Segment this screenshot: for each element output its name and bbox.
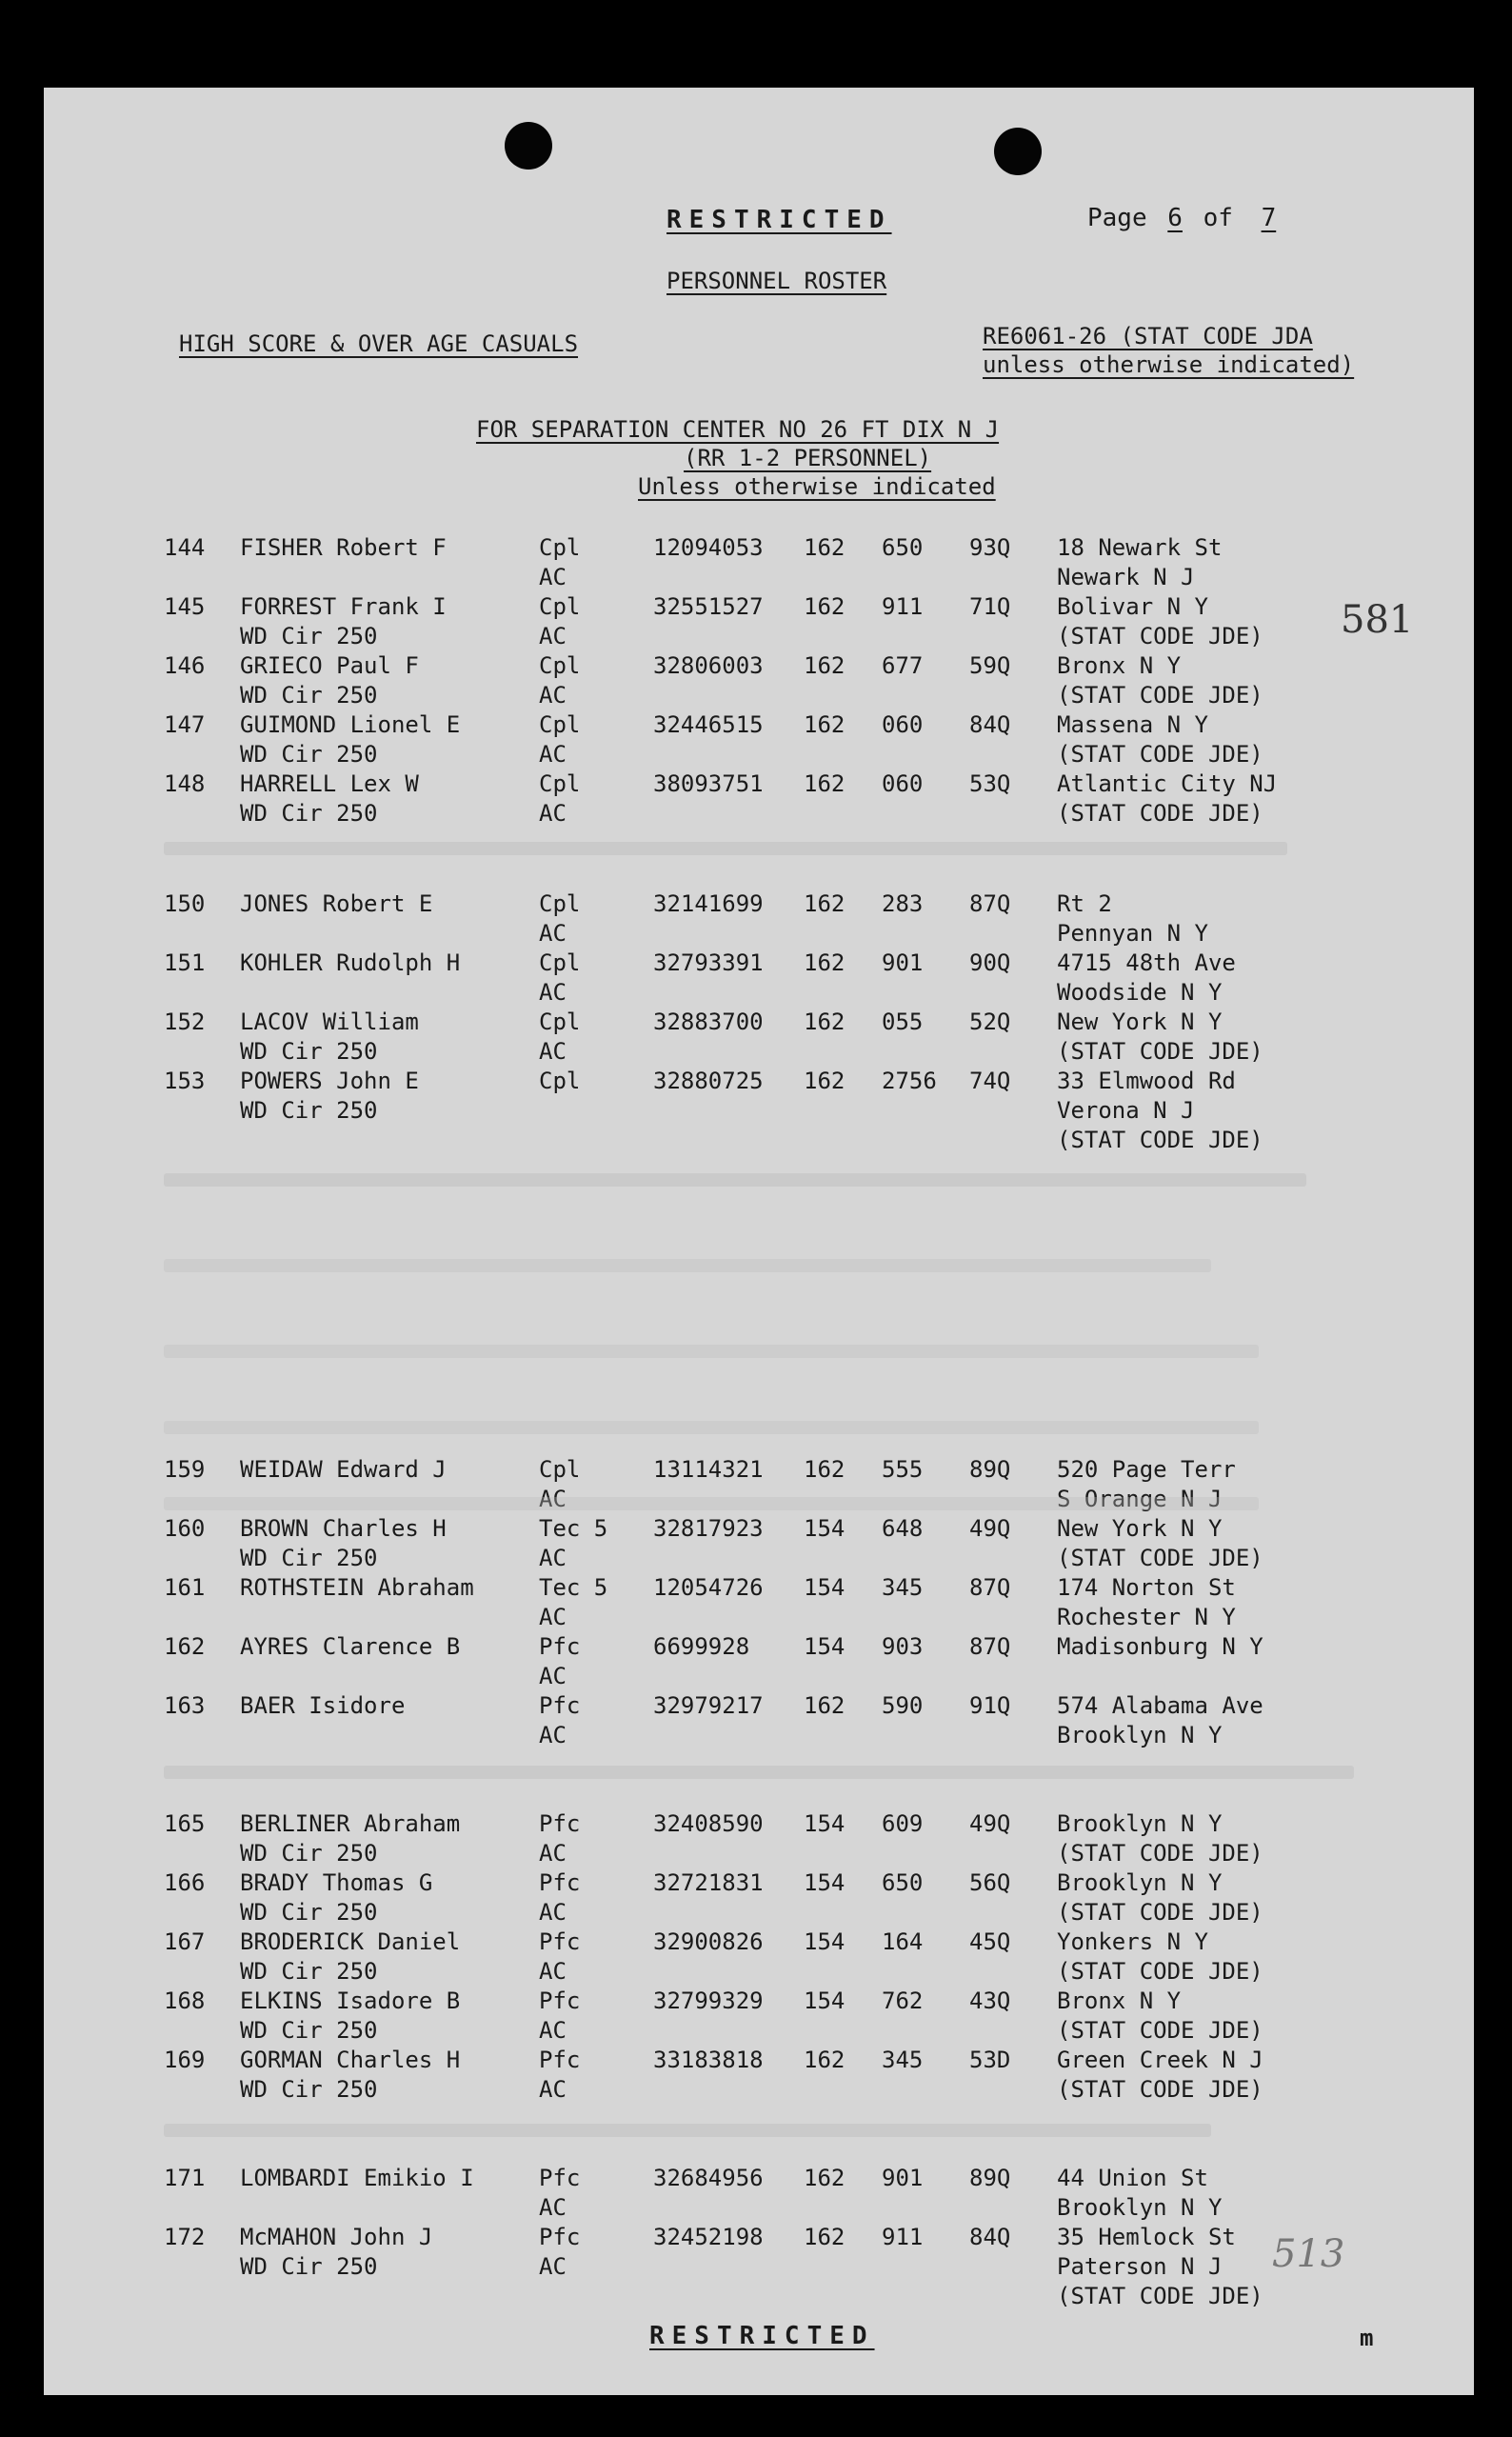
score: 53D — [969, 2047, 1011, 2073]
punch-hole-right — [994, 128, 1042, 175]
serial-number: 32979217 — [653, 1692, 764, 1719]
table-row — [44, 533, 1474, 592]
serial-number: 32551527 — [653, 593, 764, 620]
table-row — [44, 1067, 1474, 1153]
serial-number: 32408590 — [653, 1810, 764, 1837]
illegible-row — [164, 1345, 1259, 1358]
table-row — [44, 2046, 1474, 2105]
table-row — [44, 2164, 1474, 2223]
component: AC — [539, 623, 567, 649]
table-row — [44, 889, 1474, 949]
code-b: 345 — [882, 2047, 924, 2073]
address-line-3: (STAT CODE JDE) — [1057, 1127, 1263, 1153]
score: 43Q — [969, 1988, 1011, 2014]
code-b: 609 — [882, 1810, 924, 1837]
serial-number: 32721831 — [653, 1869, 764, 1896]
rank: Pfc — [539, 1692, 581, 1719]
soldier-name: ROTHSTEIN Abraham — [240, 1574, 474, 1601]
score: 49Q — [969, 1810, 1011, 1837]
row-number: 159 — [164, 1456, 206, 1483]
code-b: 2756 — [882, 1068, 937, 1094]
address-line-1: 574 Alabama Ave — [1057, 1692, 1263, 1719]
code-a: 162 — [804, 2165, 846, 2191]
code-b: 650 — [882, 1869, 924, 1896]
authority-note: WD Cir 250 — [240, 741, 378, 768]
page-indicator — [1087, 204, 1289, 232]
score: 93Q — [969, 534, 1011, 561]
punch-hole-left — [505, 122, 552, 170]
personnel-category-line: (RR 1-2 PERSONNEL) — [684, 445, 932, 471]
component: AC — [539, 741, 567, 768]
address-line-1: New York N Y — [1057, 1009, 1223, 1035]
row-number: 148 — [164, 770, 206, 797]
serial-number: 32452198 — [653, 2224, 764, 2250]
margin-handwritten-number: 581 — [1341, 598, 1414, 642]
code-b: 164 — [882, 1928, 924, 1955]
table-row — [44, 1928, 1474, 1987]
address-line-2: (STAT CODE JDE) — [1057, 682, 1263, 709]
serial-number: 32793391 — [653, 949, 764, 976]
rank: Cpl — [539, 534, 581, 561]
authority-note: WD Cir 250 — [240, 2076, 378, 2103]
page-of: of — [1203, 204, 1233, 232]
serial-number: 32141699 — [653, 890, 764, 917]
row-number: 147 — [164, 711, 206, 738]
score: 89Q — [969, 2165, 1011, 2191]
code-b: 762 — [882, 1988, 924, 2014]
component: AC — [539, 2194, 567, 2221]
order-reference-note: unless otherwise indicated) — [983, 351, 1355, 378]
restricted-heading: RESTRICTED — [666, 206, 892, 234]
address-line-1: 44 Union St — [1057, 2165, 1208, 2191]
soldier-name: WEIDAW Edward J — [240, 1456, 447, 1483]
address-line-1: Brooklyn N Y — [1057, 1869, 1223, 1896]
serial-number: 32684956 — [653, 2165, 764, 2191]
row-number: 160 — [164, 1515, 206, 1542]
address-line-2: Paterson N J — [1057, 2253, 1223, 2280]
table-row — [44, 2223, 1474, 2309]
score: 84Q — [969, 711, 1011, 738]
authority-note: WD Cir 250 — [240, 1899, 378, 1926]
table-row — [44, 1573, 1474, 1632]
page-label: Page — [1087, 204, 1147, 232]
address-line-2: Newark N J — [1057, 564, 1195, 590]
soldier-name: BERLINER Abraham — [240, 1810, 461, 1837]
soldier-name: BROWN Charles H — [240, 1515, 447, 1542]
soldier-name: JONES Robert E — [240, 890, 433, 917]
illegible-row — [164, 842, 1287, 855]
table-row — [44, 1809, 1474, 1868]
soldier-name: LOMBARDI Emikio I — [240, 2165, 474, 2191]
score: 90Q — [969, 949, 1011, 976]
illegible-row — [164, 1497, 1259, 1510]
table-row — [44, 1514, 1474, 1573]
address-line-1: Bronx N Y — [1057, 1988, 1182, 2014]
component: AC — [539, 564, 567, 590]
address-line-2: (STAT CODE JDE) — [1057, 1545, 1263, 1571]
roster-title: PERSONNEL ROSTER — [666, 268, 887, 294]
soldier-name: FORREST Frank I — [240, 593, 447, 620]
serial-number: 32446515 — [653, 711, 764, 738]
component: AC — [539, 2017, 567, 2044]
component: AC — [539, 1486, 567, 1512]
score: 52Q — [969, 1009, 1011, 1035]
code-b: 283 — [882, 890, 924, 917]
illegible-row — [164, 1173, 1306, 1187]
code-a: 154 — [804, 1928, 846, 1955]
rank: Pfc — [539, 2047, 581, 2073]
code-a: 162 — [804, 593, 846, 620]
address-line-2: (STAT CODE JDE) — [1057, 1899, 1263, 1926]
row-number: 167 — [164, 1928, 206, 1955]
serial-number: 6699928 — [653, 1633, 750, 1660]
rank: Pfc — [539, 1988, 581, 2014]
table-row — [44, 949, 1474, 1008]
component: AC — [539, 1604, 567, 1630]
address-line-1: 174 Norton St — [1057, 1574, 1236, 1601]
code-b: 901 — [882, 949, 924, 976]
separation-center-line: FOR SEPARATION CENTER NO 26 FT DIX N J — [476, 416, 1000, 443]
serial-number: 13114321 — [653, 1456, 764, 1483]
soldier-name: McMAHON John J — [240, 2224, 433, 2250]
rank: Cpl — [539, 711, 581, 738]
score: 56Q — [969, 1869, 1011, 1896]
component: AC — [539, 2076, 567, 2103]
address-line-1: 33 Elmwood Rd — [1057, 1068, 1236, 1094]
authority-note: WD Cir 250 — [240, 1097, 378, 1124]
code-a: 162 — [804, 652, 846, 679]
component: AC — [539, 1958, 567, 1985]
rank: Cpl — [539, 652, 581, 679]
address-line-2: Brooklyn N Y — [1057, 2194, 1223, 2221]
address-line-1: New York N Y — [1057, 1515, 1223, 1542]
address-line-1: Bronx N Y — [1057, 652, 1182, 679]
serial-number: 33183818 — [653, 2047, 764, 2073]
score: 89Q — [969, 1456, 1011, 1483]
authority-note: WD Cir 250 — [240, 1840, 378, 1867]
rank: Pfc — [539, 1633, 581, 1660]
address-line-3: (STAT CODE JDE) — [1057, 2283, 1263, 2309]
illegible-row — [164, 1259, 1211, 1272]
soldier-name: FISHER Robert F — [240, 534, 447, 561]
table-row — [44, 769, 1474, 829]
score: 49Q — [969, 1515, 1011, 1542]
row-number: 162 — [164, 1633, 206, 1660]
address-line-1: Massena N Y — [1057, 711, 1208, 738]
component: AC — [539, 1038, 567, 1065]
address-line-1: Bolivar N Y — [1057, 593, 1208, 620]
code-a: 154 — [804, 1515, 846, 1542]
code-b: 060 — [882, 770, 924, 797]
score: 91Q — [969, 1692, 1011, 1719]
address-line-1: 4715 48th Ave — [1057, 949, 1236, 976]
code-a: 162 — [804, 711, 846, 738]
soldier-name: GUIMOND Lionel E — [240, 711, 461, 738]
code-a: 154 — [804, 1869, 846, 1896]
illegible-row — [164, 1421, 1259, 1434]
row-number: 144 — [164, 534, 206, 561]
serial-number: 12054726 — [653, 1574, 764, 1601]
code-b: 555 — [882, 1456, 924, 1483]
address-line-1: Yonkers N Y — [1057, 1928, 1208, 1955]
illegible-row — [164, 2124, 1211, 2137]
score: 71Q — [969, 593, 1011, 620]
casuals-title: HIGH SCORE & OVER AGE CASUALS — [179, 330, 579, 357]
code-a: 154 — [804, 1633, 846, 1660]
page-total: 7 — [1261, 204, 1277, 232]
table-row — [44, 1987, 1474, 2046]
address-line-2: Brooklyn N Y — [1057, 1722, 1223, 1748]
row-number: 146 — [164, 652, 206, 679]
table-row — [44, 710, 1474, 769]
row-number: 150 — [164, 890, 206, 917]
serial-number: 32799329 — [653, 1988, 764, 2014]
row-number: 151 — [164, 949, 206, 976]
component: AC — [539, 920, 567, 947]
rank: Tec 5 — [539, 1515, 608, 1542]
soldier-name: KOHLER Rudolph H — [240, 949, 461, 976]
row-number: 168 — [164, 1988, 206, 2014]
soldier-name: ELKINS Isadore B — [240, 1988, 461, 2014]
serial-number: 32900826 — [653, 1928, 764, 1955]
authority-note: WD Cir 250 — [240, 2253, 378, 2280]
component: AC — [539, 1722, 567, 1748]
document-page — [44, 88, 1474, 2395]
code-a: 154 — [804, 1810, 846, 1837]
component: AC — [539, 1545, 567, 1571]
code-a: 162 — [804, 890, 846, 917]
address-line-2: (STAT CODE JDE) — [1057, 623, 1263, 649]
illegible-row — [164, 1766, 1354, 1779]
serial-number: 32880725 — [653, 1068, 764, 1094]
address-line-2: (STAT CODE JDE) — [1057, 1038, 1263, 1065]
score: 53Q — [969, 770, 1011, 797]
code-b: 677 — [882, 652, 924, 679]
address-line-2: (STAT CODE JDE) — [1057, 2076, 1263, 2103]
code-a: 162 — [804, 1692, 846, 1719]
score: 87Q — [969, 1633, 1011, 1660]
rank: Pfc — [539, 1869, 581, 1896]
address-line-2: (STAT CODE JDE) — [1057, 1958, 1263, 1985]
soldier-name: BRADY Thomas G — [240, 1869, 433, 1896]
address-line-2: (STAT CODE JDE) — [1057, 2017, 1263, 2044]
component: AC — [539, 800, 567, 827]
row-number: 161 — [164, 1574, 206, 1601]
address-line-2: (STAT CODE JDE) — [1057, 800, 1263, 827]
address-line-1: Brooklyn N Y — [1057, 1810, 1223, 1837]
authority-note: WD Cir 250 — [240, 682, 378, 709]
rank: Cpl — [539, 1456, 581, 1483]
code-b: 648 — [882, 1515, 924, 1542]
address-line-1: 520 Page Terr — [1057, 1456, 1236, 1483]
authority-note: WD Cir 250 — [240, 623, 378, 649]
code-a: 162 — [804, 2224, 846, 2250]
component: AC — [539, 1663, 567, 1689]
component: AC — [539, 682, 567, 709]
rank: Pfc — [539, 2224, 581, 2250]
code-b: 903 — [882, 1633, 924, 1660]
rank: Cpl — [539, 1009, 581, 1035]
score: 59Q — [969, 652, 1011, 679]
row-number: 172 — [164, 2224, 206, 2250]
soldier-name: AYRES Clarence B — [240, 1633, 461, 1660]
score: 45Q — [969, 1928, 1011, 1955]
address-line-1: Atlantic City NJ — [1057, 770, 1278, 797]
handwritten-number: 513 — [1272, 2232, 1345, 2276]
row-number: 153 — [164, 1068, 206, 1094]
authority-note: WD Cir 250 — [240, 1545, 378, 1571]
soldier-name: GORMAN Charles H — [240, 2047, 461, 2073]
component: AC — [539, 979, 567, 1006]
order-reference: RE6061-26 (STAT CODE JDA — [983, 323, 1313, 350]
component: AC — [539, 2253, 567, 2280]
table-row — [44, 1632, 1474, 1691]
score: 87Q — [969, 890, 1011, 917]
code-b: 911 — [882, 593, 924, 620]
code-a: 162 — [804, 949, 846, 976]
table-row — [44, 592, 1474, 651]
table-row — [44, 1868, 1474, 1928]
address-line-1: Rt 2 — [1057, 890, 1112, 917]
soldier-name: LACOV William — [240, 1009, 419, 1035]
table-row — [44, 651, 1474, 710]
serial-number: 32806003 — [653, 652, 764, 679]
address-line-2: (STAT CODE JDE) — [1057, 741, 1263, 768]
rank: Tec 5 — [539, 1574, 608, 1601]
soldier-name: HARRELL Lex W — [240, 770, 419, 797]
code-a: 162 — [804, 1456, 846, 1483]
authority-note: WD Cir 250 — [240, 2017, 378, 2044]
address-line-2: Rochester N Y — [1057, 1604, 1236, 1630]
serial-number: 32883700 — [653, 1009, 764, 1035]
code-b: 345 — [882, 1574, 924, 1601]
rank: Cpl — [539, 949, 581, 976]
address-line-2: Verona N J — [1057, 1097, 1195, 1124]
address-line-1: 35 Hemlock St — [1057, 2224, 1236, 2250]
authority-note: WD Cir 250 — [240, 1958, 378, 1985]
rank: Pfc — [539, 1810, 581, 1837]
code-a: 162 — [804, 770, 846, 797]
code-b: 590 — [882, 1692, 924, 1719]
serial-number: 38093751 — [653, 770, 764, 797]
rank: Cpl — [539, 1068, 581, 1094]
serial-number: 32817923 — [653, 1515, 764, 1542]
address-line-1: Green Creek N J — [1057, 2047, 1263, 2073]
soldier-name: BAER Isidore — [240, 1692, 406, 1719]
soldier-name: BRODERICK Daniel — [240, 1928, 461, 1955]
table-row — [44, 1008, 1474, 1067]
code-b: 901 — [882, 2165, 924, 2191]
row-number: 163 — [164, 1692, 206, 1719]
address-line-2: Woodside N Y — [1057, 979, 1223, 1006]
code-a: 162 — [804, 534, 846, 561]
row-number: 171 — [164, 2165, 206, 2191]
row-number: 169 — [164, 2047, 206, 2073]
score: 84Q — [969, 2224, 1011, 2250]
score: 74Q — [969, 1068, 1011, 1094]
address-line-1: Madisonburg N Y — [1057, 1633, 1263, 1660]
code-b: 055 — [882, 1009, 924, 1035]
address-line-1: 18 Newark St — [1057, 534, 1223, 561]
table-row — [44, 1691, 1474, 1750]
component: AC — [539, 1899, 567, 1926]
code-a: 154 — [804, 1574, 846, 1601]
authority-note: WD Cir 250 — [240, 1038, 378, 1065]
code-b: 911 — [882, 2224, 924, 2250]
serial-number: 12094053 — [653, 534, 764, 561]
address-line-2: (STAT CODE JDE) — [1057, 1840, 1263, 1867]
corner-mark: m — [1360, 2325, 1374, 2351]
rank: Cpl — [539, 770, 581, 797]
row-number: 145 — [164, 593, 206, 620]
rank: Pfc — [539, 1928, 581, 1955]
score: 87Q — [969, 1574, 1011, 1601]
address-line-2: S Orange N J — [1057, 1486, 1223, 1512]
code-a: 154 — [804, 1988, 846, 2014]
page-number: 6 — [1167, 204, 1183, 232]
row-number: 165 — [164, 1810, 206, 1837]
soldier-name: GRIECO Paul F — [240, 652, 419, 679]
code-a: 162 — [804, 1009, 846, 1035]
restricted-footer: RESTRICTED — [649, 2322, 875, 2350]
row-number: 152 — [164, 1009, 206, 1035]
row-number: 166 — [164, 1869, 206, 1896]
authority-note: WD Cir 250 — [240, 800, 378, 827]
code-a: 162 — [804, 1068, 846, 1094]
code-b: 060 — [882, 711, 924, 738]
code-b: 650 — [882, 534, 924, 561]
rank: Cpl — [539, 890, 581, 917]
rank: Cpl — [539, 593, 581, 620]
address-line-2: Pennyan N Y — [1057, 920, 1208, 947]
soldier-name: POWERS John E — [240, 1068, 419, 1094]
otherwise-indicated-line: Unless otherwise indicated — [638, 473, 996, 500]
component: AC — [539, 1840, 567, 1867]
rank: Pfc — [539, 2165, 581, 2191]
code-a: 162 — [804, 2047, 846, 2073]
